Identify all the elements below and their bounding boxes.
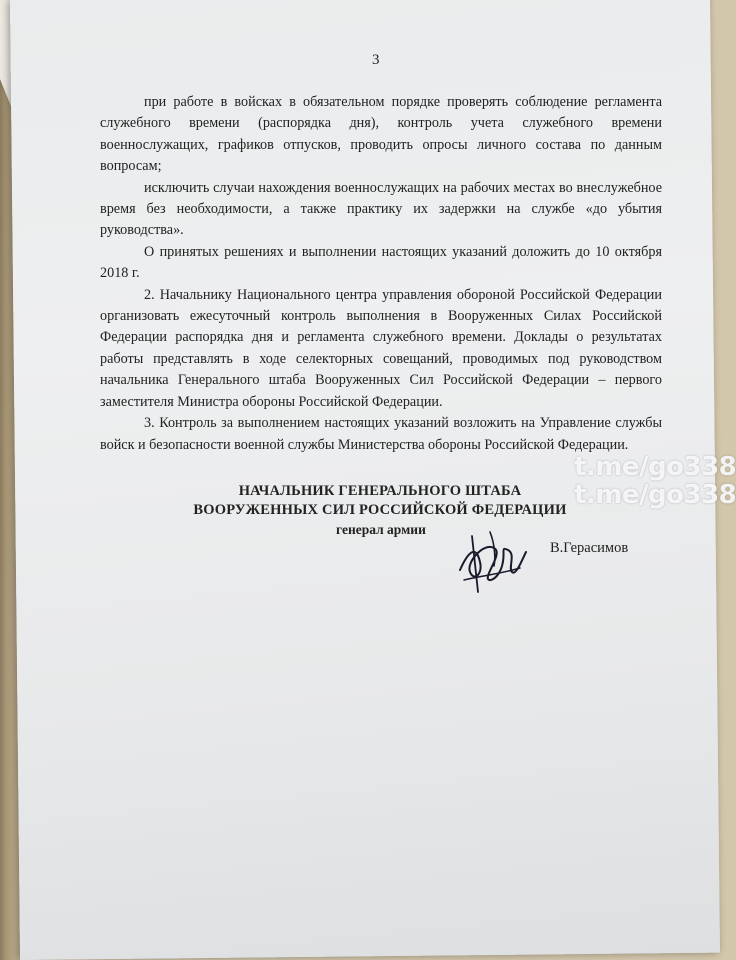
signer-title-line-2: ВООРУЖЕННЫХ СИЛ РОССИЙСКОЙ ФЕДЕРАЦИИ xyxy=(193,502,567,518)
paragraph: 3. Контроль за выполнением настоящих указаний возложить на Управление службы войск и безопасности военной службы Министерства обороны Российской Федерации. xyxy=(100,415,662,453)
handwritten-signature xyxy=(450,522,540,594)
paragraph: при работе в войсках в обязательном порядке проверять соблюдение регламента служебного времени (распорядка дня), контроль учета служебного времени военнослужащих, графиков отпусков, проводить опросы личного состава по данным вопросам; xyxy=(100,94,662,175)
signer-title-line-1: НАЧАЛЬНИК ГЕНЕРАЛЬНОГО ШТАБА xyxy=(238,483,522,499)
signer-rank: генерал армии xyxy=(336,522,426,537)
watermark-text: t.me/go338 xyxy=(574,452,736,482)
signer-name: В.Герасимов xyxy=(550,540,629,556)
paragraph: 2. Начальнику Национального центра управления обороной Российской Федерации организовать ежесуточный контроль выполнения в Вооруженных Силах Российской Федерации распорядка дня и регламента служебного времени. Доклады о результатах работы представлять в ходе селекторных совещаний, проводимых под руководством начальника Генерального штаба Вооруженных Сил Российской Федерации – первого заместителя Министра обороны Российской Федерации. xyxy=(100,286,662,410)
paragraph: О принятых решениях и выполнении настоящих указаний доложить до 10 октября 2018 г. xyxy=(100,243,662,282)
page-number: 3 xyxy=(372,52,380,68)
body-text xyxy=(100,92,662,456)
watermark-text: t.me/go338 xyxy=(574,480,736,510)
paragraph: исключить случаи нахождения военнослужащих на рабочих местах во внеслужебное время без необходимости, а также практику их задержки на службе «до убытия руководства». xyxy=(100,179,662,239)
